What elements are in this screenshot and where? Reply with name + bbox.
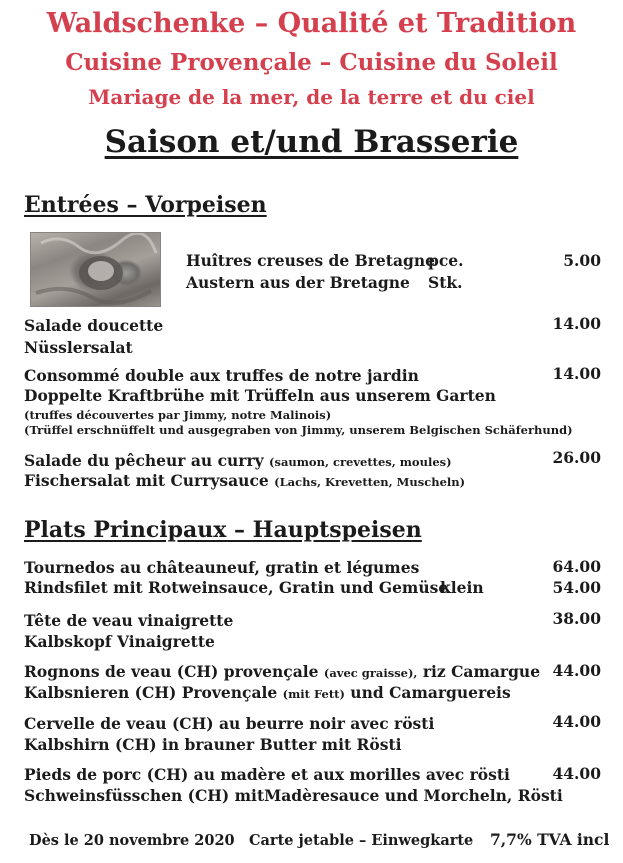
consomme-note-de: (Trüffel erschnüffelt und ausgegraben von Jimmy, unserem Belgischen Schäferhund)	[24, 423, 573, 437]
pecheur-de	[24, 471, 465, 490]
consomme-fr: Consommé double aux truffes de notre jardin	[24, 366, 419, 385]
rognons-fr-a: Rognons de veau (CH) provençale	[24, 662, 319, 681]
cuisine-subtitle: Cuisine Provençale – Cuisine du Soleil	[65, 49, 558, 76]
rognons-fr-b: riz Camargue	[422, 662, 541, 681]
footer-tva: 7,7% TVA incl	[490, 830, 610, 849]
oysters-de: Austern aus der Bretagne	[186, 273, 410, 292]
pecheur-fr-name: Salade du pêcheur au curry	[24, 451, 264, 470]
section-heading-entrees: Entrées – Vorpeisen	[24, 192, 267, 218]
tete-fr: Tête de veau vinaigrette	[24, 611, 234, 630]
footer-date: Dès le 20 novembre 2020	[29, 832, 235, 849]
consomme-de: Doppelte Kraftbrühe mit Trüffeln aus unserem Garten	[24, 386, 496, 405]
rognons-de-a: Kalbsnieren (CH) Provençale	[24, 683, 278, 702]
oysters-unit-de: Stk.	[428, 273, 463, 292]
rognons-fr	[24, 662, 540, 681]
oysters-unit-fr: pce.	[428, 251, 464, 270]
consomme-price: 14.00	[552, 364, 601, 383]
section-heading-plats: Plats Principaux – Hauptspeisen	[24, 517, 422, 543]
pieds-price: 44.00	[552, 764, 601, 783]
pieds-fr: Pieds de porc (CH) au madère et aux morilles avec rösti	[24, 765, 510, 784]
pecheur-price: 26.00	[552, 448, 601, 467]
pecheur-de-detail: (Lachs, Krevetten, Muscheln)	[274, 475, 466, 489]
rognons-de	[24, 683, 511, 702]
tournedos-fr: Tournedos au châteauneuf, gratin et légumes	[24, 558, 420, 577]
tete-de: Kalbskopf Vinaigrette	[24, 632, 215, 651]
tagline: Mariage de la mer, de la terre et du ciel	[88, 85, 535, 109]
cervelle-fr: Cervelle de veau (CH) au beurre noir avec rösti	[24, 714, 435, 733]
oysters-price: 5.00	[563, 251, 601, 270]
rognons-fr-small: (avec graisse),	[323, 666, 418, 680]
oysters-fr: Huîtres creuses de Bretagne	[186, 251, 435, 270]
pecheur-fr	[24, 451, 452, 470]
rognons-price: 44.00	[552, 661, 601, 680]
tete-price: 38.00	[552, 609, 601, 628]
tournedos-price-klein: 54.00	[552, 578, 601, 597]
doucette-price: 14.00	[552, 314, 601, 333]
rognons-de-b: und Camarguereis	[350, 683, 511, 702]
pecheur-fr-detail: (saumon, crevettes, moules)	[269, 455, 452, 469]
doucette-fr: Salade doucette	[24, 316, 164, 335]
tournedos-klein: klein	[440, 578, 484, 597]
tournedos-price: 64.00	[552, 557, 601, 576]
footer-carte: Carte jetable – Einwegkarte	[249, 832, 474, 849]
rognons-de-small: (mit Fett)	[282, 687, 345, 701]
cervelle-price: 44.00	[552, 712, 601, 731]
pecheur-de-name: Fischersalat mit Currysauce	[24, 471, 269, 490]
menu-title: Saison et/und Brasserie	[104, 124, 519, 160]
restaurant-name: Waldschenke – Qualité et Tradition	[46, 8, 577, 39]
pieds-de: Schweinsfüsschen (CH) mitMadèresauce und Morcheln, Rösti	[24, 786, 563, 805]
tournedos-de: Rindsfilet mit Rotweinsauce, Gratin und Gemüse	[24, 578, 449, 597]
oyster-photo	[30, 232, 161, 307]
consomme-note-fr: (truffes découvertes par Jimmy, notre Malinois)	[24, 408, 332, 422]
doucette-de: Nüsslersalat	[24, 338, 133, 357]
cervelle-de: Kalbshirn (CH) in brauner Butter mit Rösti	[24, 735, 402, 754]
